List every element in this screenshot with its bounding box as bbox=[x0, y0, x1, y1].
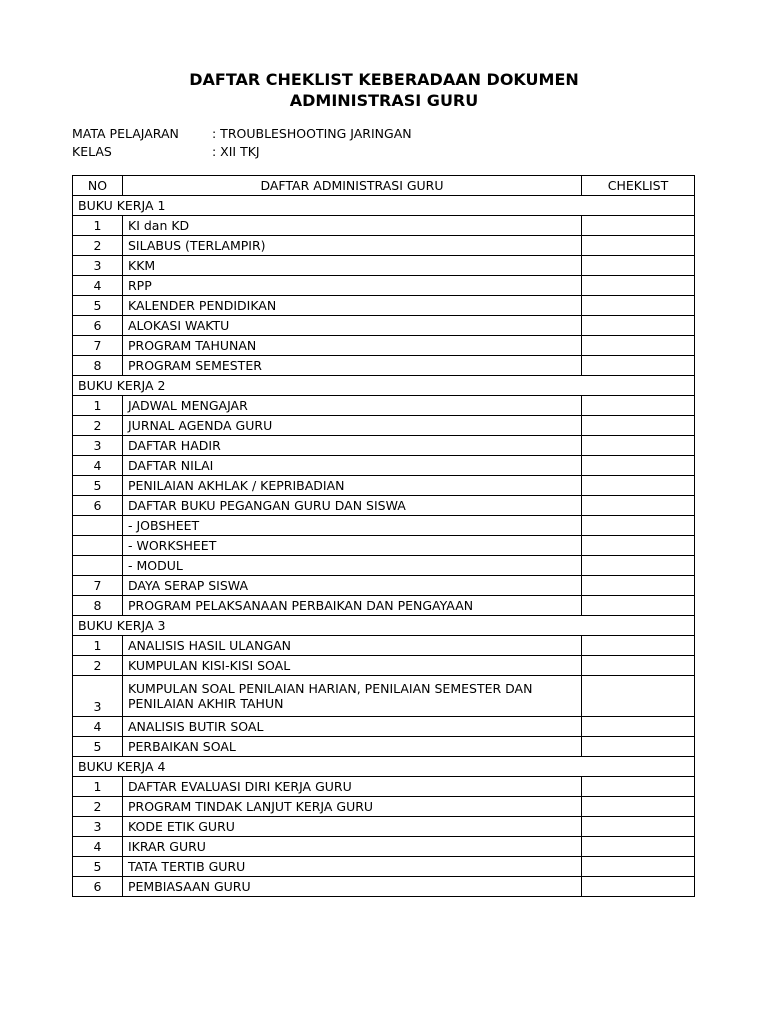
table-row bbox=[73, 656, 695, 676]
row-number: 6 bbox=[73, 316, 123, 336]
row-number: 1 bbox=[73, 216, 123, 236]
checklist-cell[interactable] bbox=[582, 276, 695, 296]
row-item: PENILAIAN AKHLAK / KEPRIBADIAN bbox=[123, 476, 582, 496]
table-row bbox=[73, 416, 695, 436]
row-number: 2 bbox=[73, 656, 123, 676]
table-row bbox=[73, 396, 695, 416]
checklist-cell[interactable] bbox=[582, 737, 695, 757]
row-item: DAFTAR HADIR bbox=[123, 436, 582, 456]
row-number: 7 bbox=[73, 336, 123, 356]
table-row bbox=[73, 576, 695, 596]
table-row bbox=[73, 336, 695, 356]
row-number: 4 bbox=[73, 717, 123, 737]
table-row bbox=[73, 476, 695, 496]
row-number: 7 bbox=[73, 576, 123, 596]
table-row bbox=[73, 436, 695, 456]
row-item: PROGRAM TINDAK LANJUT KERJA GURU bbox=[123, 797, 582, 817]
row-item: KODE ETIK GURU bbox=[123, 817, 582, 837]
row-number: 3 bbox=[73, 817, 123, 837]
row-number: 4 bbox=[73, 276, 123, 296]
row-item: JADWAL MENGAJAR bbox=[123, 396, 582, 416]
checklist-cell[interactable] bbox=[582, 296, 695, 316]
table-row bbox=[73, 276, 695, 296]
table-row bbox=[73, 496, 695, 516]
row-item: JURNAL AGENDA GURU bbox=[123, 416, 582, 436]
row-item: TATA TERTIB GURU bbox=[123, 857, 582, 877]
checklist-cell[interactable] bbox=[582, 596, 695, 616]
meta-subject bbox=[72, 125, 412, 143]
table-row bbox=[73, 636, 695, 656]
table-row bbox=[73, 717, 695, 737]
checklist-cell[interactable] bbox=[582, 536, 695, 556]
document-title-line1: DAFTAR CHEKLIST KEBERADAAN DOKUMEN bbox=[189, 70, 579, 89]
checklist-cell[interactable] bbox=[582, 336, 695, 356]
table-row bbox=[73, 216, 695, 236]
row-number: 5 bbox=[73, 476, 123, 496]
row-item: KI dan KD bbox=[123, 216, 582, 236]
checklist-table bbox=[72, 175, 695, 897]
row-item: PEMBIASAAN GURU bbox=[123, 877, 582, 897]
meta-subject-value: : TROUBLESHOOTING JARINGAN bbox=[212, 126, 412, 141]
row-item: KUMPULAN KISI-KISI SOAL bbox=[123, 656, 582, 676]
row-number: 1 bbox=[73, 777, 123, 797]
row-item: SILABUS (TERLAMPIR) bbox=[123, 236, 582, 256]
row-number: 4 bbox=[73, 837, 123, 857]
table-row bbox=[73, 556, 695, 576]
row-item: ANALISIS BUTIR SOAL bbox=[123, 717, 582, 737]
checklist-cell[interactable] bbox=[582, 436, 695, 456]
row-item: ANALISIS HASIL ULANGAN bbox=[123, 636, 582, 656]
row-item: DAYA SERAP SISWA bbox=[123, 576, 582, 596]
section-row bbox=[73, 757, 695, 777]
row-number: 8 bbox=[73, 596, 123, 616]
table-row bbox=[73, 536, 695, 556]
document-title-line2: ADMINISTRASI GURU bbox=[289, 91, 479, 110]
row-number: 2 bbox=[73, 236, 123, 256]
table-row bbox=[73, 356, 695, 376]
checklist-cell[interactable] bbox=[582, 636, 695, 656]
row-number: 3 bbox=[73, 436, 123, 456]
row-item: RPP bbox=[123, 276, 582, 296]
table-row bbox=[73, 737, 695, 757]
header-checklist: CHEKLIST bbox=[582, 176, 695, 196]
header-item: DAFTAR ADMINISTRASI GURU bbox=[123, 176, 582, 196]
table-row bbox=[73, 516, 695, 536]
table-body bbox=[73, 196, 695, 897]
checklist-cell[interactable] bbox=[582, 316, 695, 336]
checklist-cell[interactable] bbox=[582, 857, 695, 877]
checklist-cell[interactable] bbox=[582, 676, 695, 717]
row-item: DAFTAR BUKU PEGANGAN GURU DAN SISWA bbox=[123, 496, 582, 516]
row-item: PERBAIKAN SOAL bbox=[123, 737, 582, 757]
table-row bbox=[73, 296, 695, 316]
table-row bbox=[73, 797, 695, 817]
checklist-cell[interactable] bbox=[582, 216, 695, 236]
row-number: 8 bbox=[73, 356, 123, 376]
row-number: 5 bbox=[73, 857, 123, 877]
row-number: 5 bbox=[73, 296, 123, 316]
table-row bbox=[73, 837, 695, 857]
checklist-cell[interactable] bbox=[582, 496, 695, 516]
row-number: 2 bbox=[73, 797, 123, 817]
section-row bbox=[73, 376, 695, 396]
row-item: IKRAR GURU bbox=[123, 837, 582, 857]
table-row bbox=[73, 596, 695, 616]
row-item: PROGRAM TAHUNAN bbox=[123, 336, 582, 356]
section-row bbox=[73, 196, 695, 216]
checklist-cell[interactable] bbox=[582, 476, 695, 496]
section-title: BUKU KERJA 4 bbox=[73, 757, 695, 777]
row-item: DAFTAR NILAI bbox=[123, 456, 582, 476]
table-row bbox=[73, 777, 695, 797]
row-item: PROGRAM SEMESTER bbox=[123, 356, 582, 376]
table-row bbox=[73, 456, 695, 476]
checklist-cell[interactable] bbox=[582, 256, 695, 276]
checklist-cell[interactable] bbox=[582, 576, 695, 596]
checklist-cell[interactable] bbox=[582, 817, 695, 837]
row-number: 6 bbox=[73, 877, 123, 897]
row-item: - WORKSHEET bbox=[123, 536, 582, 556]
meta-subject-label: MATA PELAJARAN bbox=[72, 126, 179, 141]
table-row bbox=[73, 817, 695, 837]
meta-class-value: : XII TKJ bbox=[212, 144, 260, 159]
header-no: NO bbox=[73, 176, 123, 196]
row-item: KALENDER PENDIDIKAN bbox=[123, 296, 582, 316]
table-row bbox=[73, 236, 695, 256]
row-item: PROGRAM PELAKSANAAN PERBAIKAN DAN PENGAYAAN bbox=[123, 596, 582, 616]
row-number: 1 bbox=[73, 636, 123, 656]
checklist-cell[interactable] bbox=[582, 777, 695, 797]
row-number: 3 bbox=[73, 676, 123, 717]
checklist-cell[interactable] bbox=[582, 556, 695, 576]
checklist-cell[interactable] bbox=[582, 717, 695, 737]
checklist-cell[interactable] bbox=[582, 236, 695, 256]
table-header-row bbox=[73, 176, 695, 196]
row-number: 1 bbox=[73, 396, 123, 416]
checklist-cell[interactable] bbox=[582, 516, 695, 536]
row-item: - MODUL bbox=[123, 556, 582, 576]
row-item: KKM bbox=[123, 256, 582, 276]
row-number: 2 bbox=[73, 416, 123, 436]
section-title: BUKU KERJA 2 bbox=[73, 376, 695, 396]
section-title: BUKU KERJA 3 bbox=[73, 616, 695, 636]
checklist-cell[interactable] bbox=[582, 656, 695, 676]
checklist-cell[interactable] bbox=[582, 877, 695, 897]
row-number: 6 bbox=[73, 496, 123, 516]
checklist-cell[interactable] bbox=[582, 797, 695, 817]
row-item: - JOBSHEET bbox=[123, 516, 582, 536]
table-row bbox=[73, 857, 695, 877]
checklist-cell[interactable] bbox=[582, 396, 695, 416]
table-row bbox=[73, 877, 695, 897]
table-row bbox=[73, 676, 695, 717]
checklist-cell[interactable] bbox=[582, 416, 695, 436]
row-item: ALOKASI WAKTU bbox=[123, 316, 582, 336]
checklist-cell[interactable] bbox=[582, 456, 695, 476]
row-item: KUMPULAN SOAL PENILAIAN HARIAN, PENILAIAN SEMESTER DAN PENILAIAN AKHIR TAHUN bbox=[123, 676, 582, 717]
row-number bbox=[73, 556, 123, 576]
table-row bbox=[73, 256, 695, 276]
row-number: 4 bbox=[73, 456, 123, 476]
row-number: 5 bbox=[73, 737, 123, 757]
meta-class-label: KELAS bbox=[72, 144, 112, 159]
row-number: 3 bbox=[73, 256, 123, 276]
section-title: BUKU KERJA 1 bbox=[73, 196, 695, 216]
meta-class bbox=[72, 143, 260, 161]
checklist-cell[interactable] bbox=[582, 837, 695, 857]
checklist-cell[interactable] bbox=[582, 356, 695, 376]
row-number bbox=[73, 536, 123, 556]
section-row bbox=[73, 616, 695, 636]
table-row bbox=[73, 316, 695, 336]
row-number bbox=[73, 516, 123, 536]
row-item: DAFTAR EVALUASI DIRI KERJA GURU bbox=[123, 777, 582, 797]
